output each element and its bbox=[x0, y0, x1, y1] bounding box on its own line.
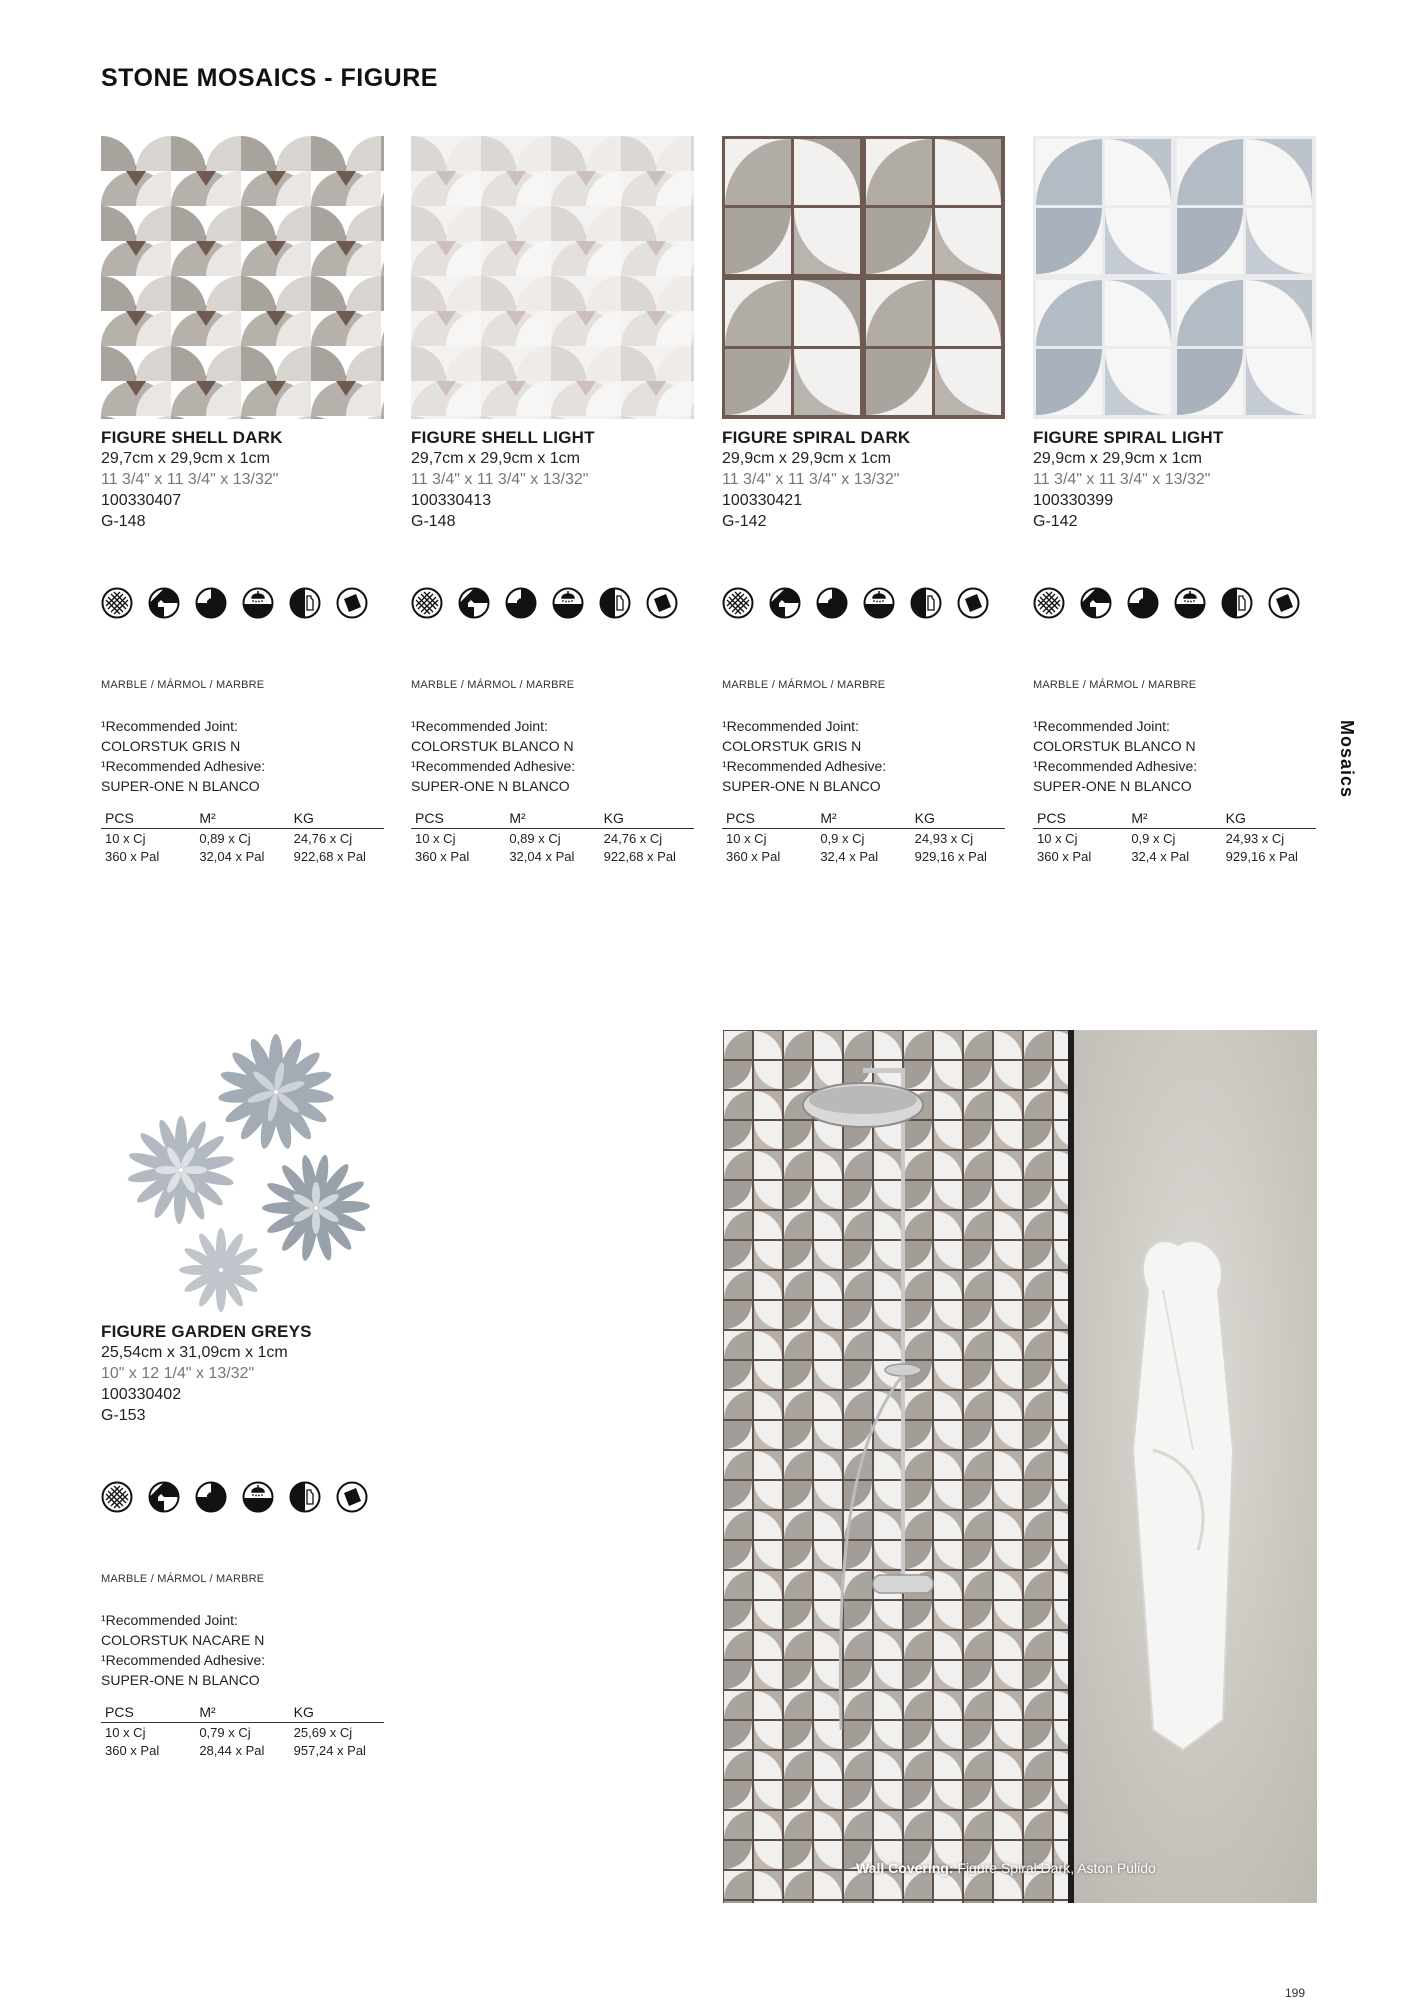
header-pcs: PCS bbox=[411, 810, 505, 829]
cell: 929,16 x Pal bbox=[914, 849, 987, 864]
cell: 957,24 x Pal bbox=[293, 1743, 366, 1758]
mosaic-wall bbox=[723, 1030, 1068, 1903]
cell: 10 x Cj bbox=[105, 1725, 146, 1740]
scene-caption bbox=[856, 1860, 1156, 1876]
product-group: G-142 bbox=[1033, 513, 1078, 530]
product-figure-garden-greys bbox=[101, 1030, 384, 1759]
cell: 360 x Pal bbox=[105, 1743, 160, 1758]
header-m2: M² bbox=[1127, 810, 1221, 829]
product-swatch bbox=[722, 136, 1005, 419]
recommendations bbox=[411, 716, 694, 796]
header-kg: KG bbox=[1222, 810, 1316, 829]
product-code: 100330407 bbox=[101, 492, 182, 509]
packaging-table bbox=[411, 810, 694, 865]
cell: 360 x Pal bbox=[105, 849, 160, 864]
table-row bbox=[411, 829, 694, 848]
material-label: MARBLE / MÁRMOL / MARBRE bbox=[1033, 679, 1197, 691]
adhesive-value: SUPER-ONE N BLANCO bbox=[411, 778, 570, 794]
product-group: G-153 bbox=[101, 1407, 146, 1424]
cell: 25,69 x Cj bbox=[293, 1725, 353, 1740]
size-imperial: 11 3/4" x 11 3/4" x 13/32" bbox=[101, 471, 279, 488]
floor-interior-icon bbox=[195, 587, 227, 619]
table-header-row bbox=[101, 1704, 384, 1723]
cell: 0,9 x Cj bbox=[1131, 831, 1176, 846]
cell: 32,4 x Pal bbox=[1131, 849, 1190, 864]
usage-icons bbox=[1033, 587, 1316, 619]
joint-value: COLORSTUK NACARE N bbox=[101, 1632, 265, 1648]
mesh-icon bbox=[101, 587, 133, 619]
product-figure-shell-light bbox=[411, 136, 694, 865]
scene-illustration bbox=[723, 1030, 1317, 1903]
shower-icon bbox=[242, 587, 274, 619]
joint-value: COLORSTUK GRIS N bbox=[722, 738, 862, 754]
product-group: G-148 bbox=[411, 513, 456, 530]
caption-label: Wall Covering: bbox=[856, 1860, 954, 1876]
size-metric: 29,7cm x 29,9cm x 1cm bbox=[101, 450, 270, 467]
floor-interior-icon bbox=[816, 587, 848, 619]
wall-interior-icon bbox=[458, 587, 490, 619]
packaging-table bbox=[1033, 810, 1316, 865]
cell: 10 x Cj bbox=[415, 831, 456, 846]
usage-icons bbox=[101, 587, 384, 619]
cell: 24,93 x Cj bbox=[914, 831, 974, 846]
adhesive-value: SUPER-ONE N BLANCO bbox=[101, 778, 260, 794]
header-pcs: PCS bbox=[101, 810, 195, 829]
adhesive-value: SUPER-ONE N BLANCO bbox=[101, 1672, 260, 1688]
product-swatch bbox=[101, 136, 384, 419]
table-header-row bbox=[722, 810, 1005, 829]
header-m2: M² bbox=[195, 1704, 289, 1723]
light-shade-icon bbox=[289, 587, 321, 619]
wall-interior-icon bbox=[148, 587, 180, 619]
size-imperial: 11 3/4" x 11 3/4" x 13/32" bbox=[411, 471, 589, 488]
cell: 28,44 x Pal bbox=[199, 1743, 265, 1758]
table-row bbox=[101, 1741, 384, 1759]
mesh-icon bbox=[411, 587, 443, 619]
cell: 0,9 x Cj bbox=[820, 831, 865, 846]
floor-interior-icon bbox=[505, 587, 537, 619]
joint-value: COLORSTUK BLANCO N bbox=[411, 738, 574, 754]
cell: 32,04 x Pal bbox=[199, 849, 265, 864]
joint-label: ¹Recommended Joint: bbox=[101, 1612, 238, 1628]
floor-interior-icon bbox=[195, 1481, 227, 1513]
glossy-tile-icon bbox=[336, 587, 368, 619]
mesh-icon bbox=[1033, 587, 1065, 619]
cell: 0,89 x Cj bbox=[199, 831, 251, 846]
header-m2: M² bbox=[816, 810, 910, 829]
usage-icons bbox=[722, 587, 1005, 619]
size-metric: 29,9cm x 29,9cm x 1cm bbox=[1033, 450, 1202, 467]
cell: 32,04 x Pal bbox=[509, 849, 575, 864]
table-row bbox=[101, 1723, 384, 1742]
size-imperial: 11 3/4" x 11 3/4" x 13/32" bbox=[722, 471, 900, 488]
cell: 24,76 x Cj bbox=[293, 831, 353, 846]
product-code: 100330413 bbox=[411, 492, 492, 509]
product-name: FIGURE SPIRAL LIGHT bbox=[1033, 428, 1224, 447]
adhesive-label: ¹Recommended Adhesive: bbox=[101, 1652, 266, 1668]
joint-label: ¹Recommended Joint: bbox=[411, 718, 548, 734]
table-row bbox=[1033, 829, 1316, 848]
cell: 360 x Pal bbox=[726, 849, 781, 864]
adhesive-label: ¹Recommended Adhesive: bbox=[101, 758, 266, 774]
glossy-tile-icon bbox=[646, 587, 678, 619]
table-row bbox=[101, 847, 384, 865]
material-label: MARBLE / MÁRMOL / MARBRE bbox=[411, 679, 575, 691]
header-kg: KG bbox=[290, 810, 384, 829]
table-row bbox=[101, 829, 384, 848]
mesh-icon bbox=[722, 587, 754, 619]
table-row bbox=[411, 847, 694, 865]
wall-interior-icon bbox=[769, 587, 801, 619]
glossy-tile-icon bbox=[1268, 587, 1300, 619]
product-group: G-148 bbox=[101, 513, 146, 530]
adhesive-label: ¹Recommended Adhesive: bbox=[1033, 758, 1198, 774]
mesh-icon bbox=[101, 1481, 133, 1513]
product-swatch bbox=[411, 136, 694, 419]
cell: 360 x Pal bbox=[1037, 849, 1092, 864]
packaging-table bbox=[722, 810, 1005, 865]
shower-icon bbox=[1174, 587, 1206, 619]
size-imperial: 11 3/4" x 11 3/4" x 13/32" bbox=[1033, 471, 1211, 488]
size-metric: 29,7cm x 29,9cm x 1cm bbox=[411, 450, 580, 467]
recommendations bbox=[722, 716, 1005, 796]
light-shade-icon bbox=[289, 1481, 321, 1513]
material-label: MARBLE / MÁRMOL / MARBRE bbox=[101, 679, 265, 691]
product-name: FIGURE SHELL LIGHT bbox=[411, 428, 595, 447]
size-metric: 25,54cm x 31,09cm x 1cm bbox=[101, 1344, 288, 1361]
recommendations bbox=[101, 1610, 384, 1690]
adhesive-label: ¹Recommended Adhesive: bbox=[411, 758, 576, 774]
wall-interior-icon bbox=[148, 1481, 180, 1513]
product-swatch bbox=[101, 1030, 384, 1313]
product-figure-spiral-light bbox=[1033, 136, 1316, 865]
recommendations bbox=[101, 716, 384, 796]
header-pcs: PCS bbox=[101, 1704, 195, 1723]
material-label: MARBLE / MÁRMOL / MARBRE bbox=[101, 1573, 265, 1585]
product-figure-shell-dark bbox=[101, 136, 384, 865]
table-header-row bbox=[411, 810, 694, 829]
product-figure-spiral-dark bbox=[722, 136, 1005, 865]
cell: 922,68 x Pal bbox=[603, 849, 676, 864]
hanging-robe bbox=[1133, 1241, 1233, 1750]
cell: 24,93 x Cj bbox=[1225, 831, 1285, 846]
shower-icon bbox=[863, 587, 895, 619]
cell: 929,16 x Pal bbox=[1225, 849, 1298, 864]
table-row bbox=[722, 829, 1005, 848]
adhesive-value: SUPER-ONE N BLANCO bbox=[722, 778, 881, 794]
header-pcs: PCS bbox=[722, 810, 816, 829]
usage-icons bbox=[411, 587, 694, 619]
product-code: 100330399 bbox=[1033, 492, 1114, 509]
material-label: MARBLE / MÁRMOL / MARBRE bbox=[722, 679, 886, 691]
cell: 360 x Pal bbox=[415, 849, 470, 864]
joint-label: ¹Recommended Joint: bbox=[101, 718, 238, 734]
light-shade-icon bbox=[910, 587, 942, 619]
joint-label: ¹Recommended Joint: bbox=[1033, 718, 1170, 734]
cell: 10 x Cj bbox=[1037, 831, 1078, 846]
glossy-tile-icon bbox=[336, 1481, 368, 1513]
caption-text: Figure Spiral Dark, Aston Pulido bbox=[953, 1860, 1156, 1876]
table-row bbox=[1033, 847, 1316, 865]
usage-icons bbox=[101, 1481, 384, 1513]
header-m2: M² bbox=[195, 810, 289, 829]
cell: 0,89 x Cj bbox=[509, 831, 561, 846]
product-group: G-142 bbox=[722, 513, 767, 530]
light-shade-icon bbox=[1221, 587, 1253, 619]
shower-icon bbox=[552, 587, 584, 619]
adhesive-value: SUPER-ONE N BLANCO bbox=[1033, 778, 1192, 794]
page-title: STONE MOSAICS - FIGURE bbox=[101, 64, 438, 92]
glossy-tile-icon bbox=[957, 587, 989, 619]
adhesive-label: ¹Recommended Adhesive: bbox=[722, 758, 887, 774]
product-name: FIGURE GARDEN GREYS bbox=[101, 1322, 312, 1341]
recommendations bbox=[1033, 716, 1316, 796]
packaging-table bbox=[101, 810, 384, 865]
wall-interior-icon bbox=[1080, 587, 1112, 619]
cell: 10 x Cj bbox=[105, 831, 146, 846]
product-code: 100330421 bbox=[722, 492, 803, 509]
product-code: 100330402 bbox=[101, 1386, 182, 1403]
light-shade-icon bbox=[599, 587, 631, 619]
product-swatch bbox=[1033, 136, 1316, 419]
cell: 24,76 x Cj bbox=[603, 831, 663, 846]
cell: 10 x Cj bbox=[726, 831, 767, 846]
product-name: FIGURE SHELL DARK bbox=[101, 428, 283, 447]
product-name: FIGURE SPIRAL DARK bbox=[722, 428, 911, 447]
bathroom-scene-photo bbox=[723, 1030, 1317, 1903]
page-number: 199 bbox=[1285, 1986, 1306, 2000]
size-metric: 29,9cm x 29,9cm x 1cm bbox=[722, 450, 891, 467]
size-imperial: 10" x 12 1/4" x 13/32" bbox=[101, 1365, 255, 1382]
cell: 0,79 x Cj bbox=[199, 1725, 251, 1740]
joint-value: COLORSTUK GRIS N bbox=[101, 738, 241, 754]
table-header-row bbox=[101, 810, 384, 829]
header-m2: M² bbox=[505, 810, 599, 829]
header-kg: KG bbox=[290, 1704, 384, 1723]
header-pcs: PCS bbox=[1033, 810, 1127, 829]
header-kg: KG bbox=[911, 810, 1005, 829]
section-side-label: Mosaics bbox=[1337, 720, 1357, 799]
shower-icon bbox=[242, 1481, 274, 1513]
header-kg: KG bbox=[600, 810, 694, 829]
joint-value: COLORSTUK BLANCO N bbox=[1033, 738, 1196, 754]
table-row bbox=[722, 847, 1005, 865]
packaging-table bbox=[101, 1704, 384, 1759]
cell: 922,68 x Pal bbox=[293, 849, 366, 864]
floor-interior-icon bbox=[1127, 587, 1159, 619]
joint-label: ¹Recommended Joint: bbox=[722, 718, 859, 734]
cell: 32,4 x Pal bbox=[820, 849, 879, 864]
table-header-row bbox=[1033, 810, 1316, 829]
glass-divider bbox=[1068, 1030, 1074, 1903]
